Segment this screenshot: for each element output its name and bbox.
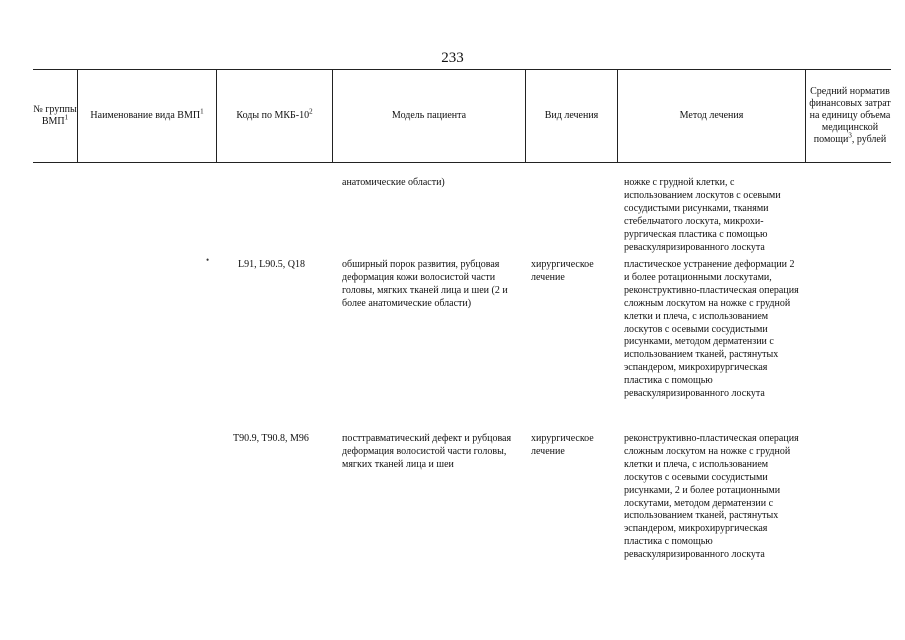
row-1-treatment-type: хирургическое лечение (531, 259, 594, 283)
header-average-cost: Средний норматив финансовых затрат на единицу объема медицинской помощи$^3$, рублей (809, 85, 891, 145)
continuation-treatment-method: ножке с грудной клетки, с использованием лоскутов с осевыми сосудистыми рисунками, тканями стебельчатого лоскута, микрохи-рургическая пластика с помощью реваскуляризированного лоскута (624, 177, 781, 253)
header-vmp-name: Наименование вида ВМП$^1$ (90, 107, 204, 121)
page-number: 233 (441, 50, 464, 66)
row-1-icd-codes: L91, L90.5, Q18 (238, 259, 305, 270)
row-2-icd-codes: T90.9, T90.8, M96 (233, 433, 309, 444)
row-1-treatment-method: пластическое устранение деформации 2 и более ротационными лоскутами, реконструктивно-пластическая операция сложным лоскутом на ножке с грудной клетки и плеча, с использованием лоскутов с осевыми сосудистыми рисунками, методом дерматензии с использованием тканей, растянутых эспандером, микрохирургическая пластика с помощью реваскуляризированного лоскута (624, 259, 799, 400)
continuation-patient-model: анатомические области) (342, 177, 445, 188)
header-bottom-rule (33, 162, 891, 163)
header-treatment-type: Вид лечения (544, 109, 599, 121)
header-group-number: № группы ВМП$^1$ (33, 103, 77, 127)
row-2-patient-model: посттравматический дефект и рубцовая деформация волосистой части головы, мягких тканей лица и шеи (342, 433, 512, 470)
header-patient-model: Модель пациента (391, 109, 467, 121)
row-2-treatment-type: хирургическое лечение (531, 433, 594, 457)
row-2-treatment-method: реконструктивно-пластическая операция сложным лоскутом на ножке с грудной клетки и плеча, с использованием лоскутов с осевыми сосудистыми рисунками, 2 и более ротационными лоскутами, методом дерматензии с использованием тканей, растянутых эспандером, микрохирургическая пластика с помощью реваскуляризированного лоскута (624, 433, 799, 561)
row-1-patient-model: обширный порок развития, рубцовая деформация кожи волосистой части головы, мягких тканей лица и шеи (2 и более анатомические области) (342, 259, 508, 309)
header-treatment-method: Метод лечения (679, 109, 744, 121)
column-divider (805, 69, 806, 162)
header-icd-codes: Коды по МКБ-$10^2$ (236, 107, 313, 121)
stray-mark: • (206, 255, 210, 265)
